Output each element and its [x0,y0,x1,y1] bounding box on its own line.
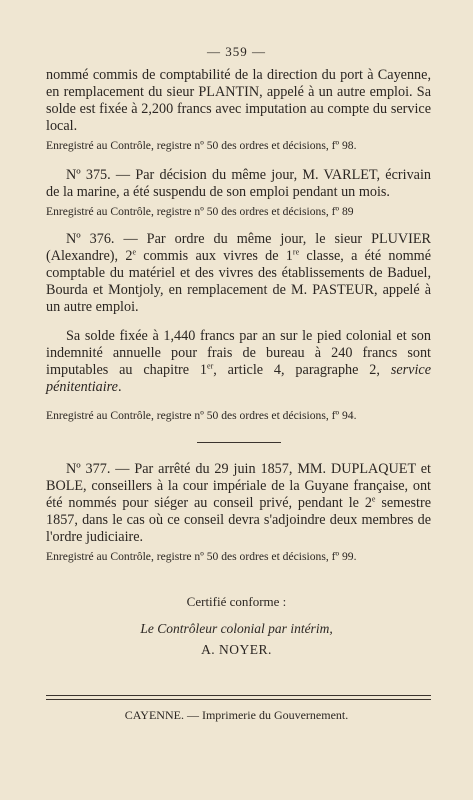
printer-imprint: CAYENNE. — Imprimerie du Gouvernement. [124,708,349,722]
decision-376-text: Nº 376. — Par ordre du même jour, le sieur PLUVIER (Alexandre), 2e commis aux vivres de 1re classe, a été nommé comptable du matériel et des vivres des établissements de Baduel, Bourda et Montjoly, en remplacement de M. PASTEUR, appelé à un autre emploi. [46,231,431,315]
registration-note: Enregistré au Contrôle, registre nº 50 des ordres et décisions, fº 89 [46,205,354,218]
registration-note: Enregistré au Contrôle, registre nº 50 des ordres et décisions, fº 99. [46,550,357,563]
section-divider [197,442,281,443]
footer-rule [46,695,431,700]
page-number: — 359 — [207,44,266,59]
certification-line: Certifié conforme : [186,594,287,609]
registration-note: Enregistré au Contrôle, registre nº 50 des ordres et décisions, fº 94. [46,409,357,422]
decision-375-text: Nº 375. — Par décision du même jour, M. VARLET, écrivain de la marine, a été suspendu de son emploi pendant un mois. [46,167,431,200]
registration-note: Enregistré au Contrôle, registre nº 50 des ordres et décisions, fº 98. [46,139,357,152]
decision-376-salary-text: Sa solde fixée à 1,440 francs par an sur le pied colonial et son indemnité annuelle pour frais de bureau à 240 francs sont imputables au chapitre 1er, article 4, paragraphe 2, service pénitentiaire. [46,328,431,395]
decision-continuation-text: nommé commis de comptabilité de la direction du port à Cayenne, en remplacement du sieur PLANTIN, appelé à un autre emploi. Sa solde est fixée à 2,200 francs avec imputation au compte du service local. [46,67,431,134]
body-text [46,67,431,564]
signatory-name: A. NOYER. [201,642,272,657]
signatory-title: Le Contrôleur colonial par intérim, [140,621,333,636]
decision-377-text: Nº 377. — Par arrêté du 29 juin 1857, MM. DUPLAQUET et BOLE, conseillers à la cour impériale de la Guyane française, ont été nommés pour siéger au conseil privé, pendant le 2e semestre 1857, dans le cas où ce conseil devra s'adjoindre deux membres de l'ordre judiciaire. [46,461,431,545]
